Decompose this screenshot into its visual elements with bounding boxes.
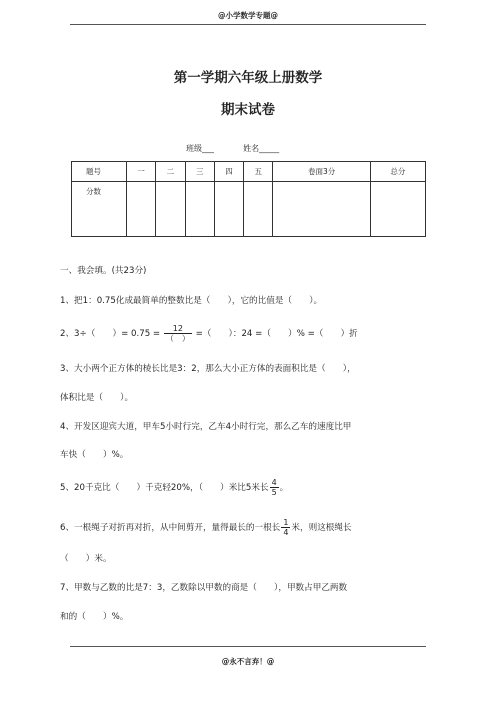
score-header-cell: 总分: [370, 162, 425, 182]
question-6-line-2: （ ）米。: [60, 554, 112, 564]
score-header-cell: 题号: [72, 162, 127, 182]
question-3-line-2: 体积比是（ ）。: [60, 393, 134, 403]
question-2-part-b: =（ ）：24 =（ ）% =（ ）折: [195, 329, 358, 339]
score-table: [71, 161, 426, 237]
question-2-part-a: 2、3÷（ ）= 0.75 =: [60, 329, 161, 339]
score-cell[interactable]: [214, 182, 243, 237]
score-table-header-row: [72, 162, 426, 182]
score-header-cell: 卷面3分: [273, 162, 370, 182]
score-row-label: 分数: [72, 182, 127, 237]
question-4-line-2: 车快（ ）%。: [60, 450, 129, 460]
question-2-fraction: $\frac{12}{( )}$: [165, 324, 190, 343]
exam-subtitle: 期末试卷: [221, 102, 275, 118]
page-footer: @永不言弃！@: [221, 657, 275, 666]
question-3-line-1: 3、大小两个正方体的棱长比是3：2，那么大小正方体的表面积比是（ ），: [60, 364, 356, 374]
question-5-fraction: $\frac{4}{5}$: [271, 478, 277, 497]
score-table-score-row: [72, 182, 426, 237]
score-cell[interactable]: [273, 182, 370, 237]
name-label: 姓名_____: [243, 144, 280, 153]
score-header-cell: 四: [214, 162, 243, 182]
question-1: 1、把1：0.75化成最简单的整数比是（ ），它的比值是（ ）。: [60, 296, 323, 306]
question-7-line-1: 7、甲数与乙数的比是7：3，乙数除以甲数的商是（ ），甲数占甲乙两数: [60, 583, 348, 593]
footer-divider: [70, 646, 426, 647]
header-divider: [70, 24, 426, 25]
score-cell[interactable]: [370, 182, 425, 237]
page-header: @小学数学专题@: [218, 11, 278, 20]
score-cell[interactable]: [127, 182, 156, 237]
score-header-cell: 三: [185, 162, 214, 182]
question-6-fraction: $\frac{1}{4}$: [283, 518, 289, 537]
class-label: 班级___: [186, 144, 214, 153]
exam-title: 第一学期六年级上册数学: [173, 70, 323, 86]
score-cell[interactable]: [185, 182, 214, 237]
score-header-cell: 二: [156, 162, 185, 182]
score-header-cell: 一: [127, 162, 156, 182]
student-info: [186, 143, 279, 154]
question-7-line-2: 和的（ ）%。: [60, 612, 129, 622]
score-cell[interactable]: [156, 182, 185, 237]
score-header-cell: 五: [244, 162, 273, 182]
section-heading: 一、我会填。(共23分): [60, 266, 147, 276]
question-4-line-1: 4、开发区迎宾大道，甲车5小时行完，乙车4小时行完，那么乙车的速度比甲: [60, 422, 352, 432]
score-cell[interactable]: [244, 182, 273, 237]
question-5: 5、20千克比（ ）千克轻20%，（ ）米比5米长 $\frac{4}{5}$ 。: [60, 478, 289, 497]
question-2: [60, 324, 440, 343]
question-6-line-1: 6、一根绳子对折再对折，从中间剪开，量得最长的一根长 $\frac{1}{4}$ 米，则这根绳长: [60, 518, 352, 537]
